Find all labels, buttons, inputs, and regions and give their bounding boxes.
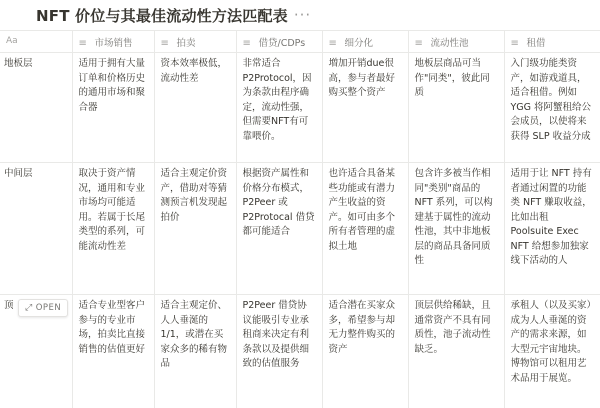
text-property-icon: ≡: [160, 38, 169, 49]
column-header-rental[interactable]: [504, 31, 600, 53]
table-cell[interactable]: 増加开销due很高，参与者最好购买整个资产: [322, 53, 408, 163]
table-cell[interactable]: 适合主观定价、人人垂涎的 1/1，或潜在买家众多的稀有物品: [154, 295, 236, 408]
text-property-icon: ≡: [78, 38, 87, 49]
table-cell[interactable]: 根据资产属性和价格分布模式，P2Peer 或 P2Protocal 借贷都可能适合: [236, 163, 322, 295]
table-cell[interactable]: 取决于资产情况，通用和专业市场均可能适用。若属于长尾类型的系列，可能流动性差: [72, 163, 154, 295]
table-cell[interactable]: 适合专业型客户参与的专业市场，拍卖比直接销售的估值更好: [72, 295, 154, 408]
table-cell[interactable]: 资本效率极低，流动性差: [154, 53, 236, 163]
table-cell[interactable]: 也许适合具备某些功能或有潜力产生收益的资产。如可由多个所有者管理的虚拟土地: [322, 163, 408, 295]
table-cell[interactable]: 入门级功能类资产，如游戏道具，适合租借。例如YGG 将阿蟹租给公会成员，以使将来获得 SLP 收益分成: [504, 53, 600, 163]
column-header-label: 拍卖: [176, 38, 196, 49]
page-title: NFT 价位与其最佳流动性方法匹配表: [36, 6, 288, 25]
header-row: [0, 31, 600, 53]
column-header-label: 细分化: [344, 38, 374, 49]
database-table: [0, 30, 600, 408]
row-title[interactable]: 地板层: [0, 53, 72, 163]
table-cell[interactable]: 适用于拥有大量订单和价格历史的通用市场和聚合器: [72, 53, 154, 163]
row-title-text: 顶: [4, 300, 14, 311]
expand-icon: ⤢: [25, 302, 33, 313]
table-row[interactable]: [0, 163, 600, 295]
text-property-icon: ≡: [242, 38, 251, 49]
column-header-market-sales[interactable]: [72, 31, 154, 53]
column-header-auction[interactable]: [154, 31, 236, 53]
column-header-name[interactable]: [0, 31, 72, 53]
column-header-fractionalization[interactable]: [322, 31, 408, 53]
open-row-button[interactable]: [18, 299, 68, 317]
column-header-label: 租借: [526, 38, 546, 49]
title-property-icon: Aa: [6, 36, 18, 46]
text-property-icon: ≡: [414, 38, 423, 49]
row-title[interactable]: [0, 295, 72, 408]
more-options-icon[interactable]: ···: [293, 6, 312, 24]
column-header-label: 市场销售: [94, 38, 133, 49]
table-cell[interactable]: 包含许多被当作相同"类别"商品的 NFT 系列，可以构建基于属性的流动性池，其中非地板层的商品具备同质性: [408, 163, 504, 295]
column-header-label: 流动性池: [430, 38, 469, 49]
table-row[interactable]: [0, 295, 600, 408]
table-cell[interactable]: 非常适合P2Protocol，因为条款由程序确定，流动性强，但需要NFT有可靠喂价。: [236, 53, 322, 163]
text-property-icon: ≡: [510, 38, 519, 49]
title-bar: [0, 0, 600, 30]
text-property-icon: ≡: [328, 38, 337, 49]
row-title[interactable]: 中间层: [0, 163, 72, 295]
table-row[interactable]: [0, 53, 600, 163]
column-header-label: 借贷/CDPs: [258, 38, 306, 49]
open-label: OPEN: [35, 302, 62, 313]
table-cell[interactable]: P2Peer 借贷协议能吸引专业承租商来决定有利条款以及提供细致的估值服务: [236, 295, 322, 408]
table-cell[interactable]: 顶层供给稀缺，且通常资产不具有同质性，池子流动性缺乏。: [408, 295, 504, 408]
table-cell[interactable]: 承租人（以及买家）成为人人垂涎的资产的需求来源，如大型元宇宙地块。博物馆可以租用艺术品用于展览。: [504, 295, 600, 408]
table-cell[interactable]: 适合潜在买家众多，希望参与却无力整件购买的资产: [322, 295, 408, 408]
table-cell[interactable]: 适用于让 NFT 持有者通过闲置的功能类 NFT 赚取收益，比如出租 Poolsuite Exec NFT 给想参加独家线下活动的人: [504, 163, 600, 295]
column-header-liquidity-pool[interactable]: [408, 31, 504, 53]
table-cell[interactable]: 地板层商品可当作"同类"，彼此同质: [408, 53, 504, 163]
column-header-lending[interactable]: [236, 31, 322, 53]
table-cell[interactable]: 适合主观定价资产，借助对等猜测预言机发现起拍价: [154, 163, 236, 295]
